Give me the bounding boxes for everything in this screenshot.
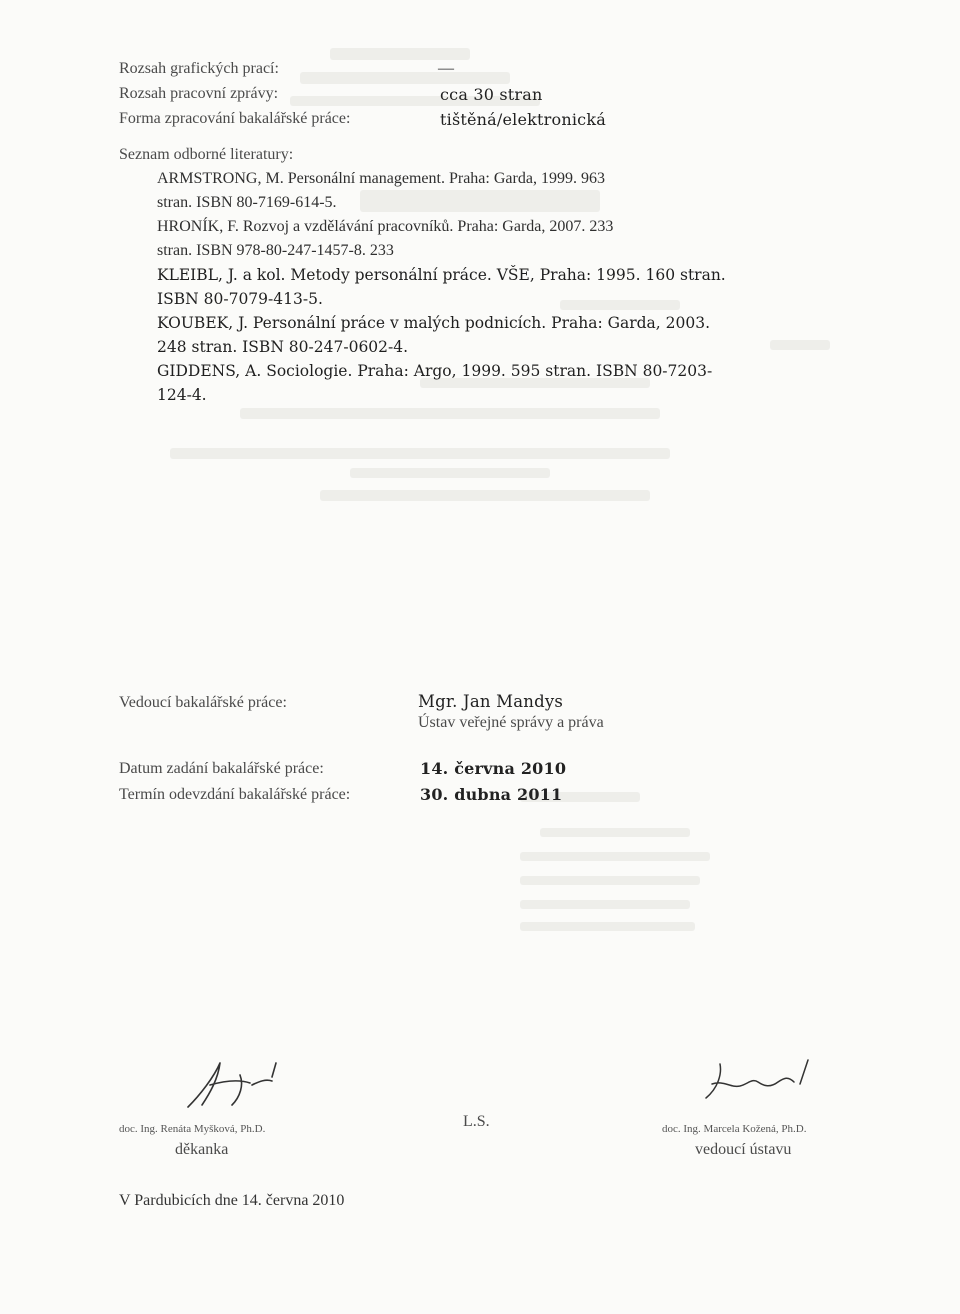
signature-right — [700, 1058, 820, 1108]
reference-line: stran. ISBN 80-7169-614-5. — [157, 194, 337, 211]
reference-line: KLEIBL, J. a kol. Metody personální práce. VŠE, Praha: 1995. 160 stran. — [157, 266, 726, 284]
field-value-graphics: — — [438, 60, 454, 77]
field-value-form: tištěná/elektronická — [440, 110, 606, 129]
dean-role: děkanka — [175, 1141, 229, 1158]
reference-line: ARMSTRONG, M. Personální management. Praha: Garda, 1999. 963 — [157, 170, 605, 187]
reference-line: GIDDENS, A. Sociologie. Praha: Argo, 1999. 595 stran. ISBN 80-7203- — [157, 362, 713, 380]
supervisor-name: Mgr. Jan Mandys — [418, 692, 564, 711]
field-label-report-length: Rozsah pracovní zprávy: — [119, 85, 279, 102]
reference-line: ISBN 80-7079-413-5. — [157, 290, 323, 308]
reference-line: 248 stran. ISBN 80-247-0602-4. — [157, 338, 409, 356]
reference-line: stran. ISBN 978-80-247-1457-8. 233 — [157, 242, 394, 259]
field-value-report-length: cca 30 stran — [440, 85, 543, 104]
assigned-date-value: 14. června 2010 — [420, 759, 567, 778]
due-date-label: Termín odevzdání bakalářské práce: — [119, 786, 351, 803]
reference-line: HRONÍK, F. Rozvoj a vzdělávání pracovníků. Praha: Garda, 2007. 233 — [157, 218, 614, 235]
supervisor-label: Vedoucí bakalářské práce: — [119, 694, 287, 711]
signature-left — [180, 1055, 290, 1115]
field-label-graphics: Rozsah grafických prací: — [119, 60, 279, 77]
head-of-institute-role: vedoucí ústavu — [695, 1141, 792, 1158]
seal-label: L.S. — [463, 1113, 490, 1130]
due-date-value: 30. dubna 2011 — [420, 785, 563, 804]
assigned-date-label: Datum zadání bakalářské práce: — [119, 760, 324, 777]
place-and-date: V Pardubicích dne 14. června 2010 — [119, 1192, 345, 1209]
literature-heading: Seznam odborné literatury: — [119, 146, 294, 163]
field-label-form: Forma zpracování bakalářské práce: — [119, 110, 351, 127]
supervisor-institute: Ústav veřejné správy a práva — [418, 714, 604, 731]
reference-line: 124-4. — [157, 386, 207, 404]
reference-line: KOUBEK, J. Personální práce v malých podnicích. Praha: Garda, 2003. — [157, 314, 711, 332]
head-of-institute-name: doc. Ing. Marcela Kožená, Ph.D. — [662, 1123, 807, 1135]
dean-name: doc. Ing. Renáta Myšková, Ph.D. — [119, 1123, 266, 1135]
